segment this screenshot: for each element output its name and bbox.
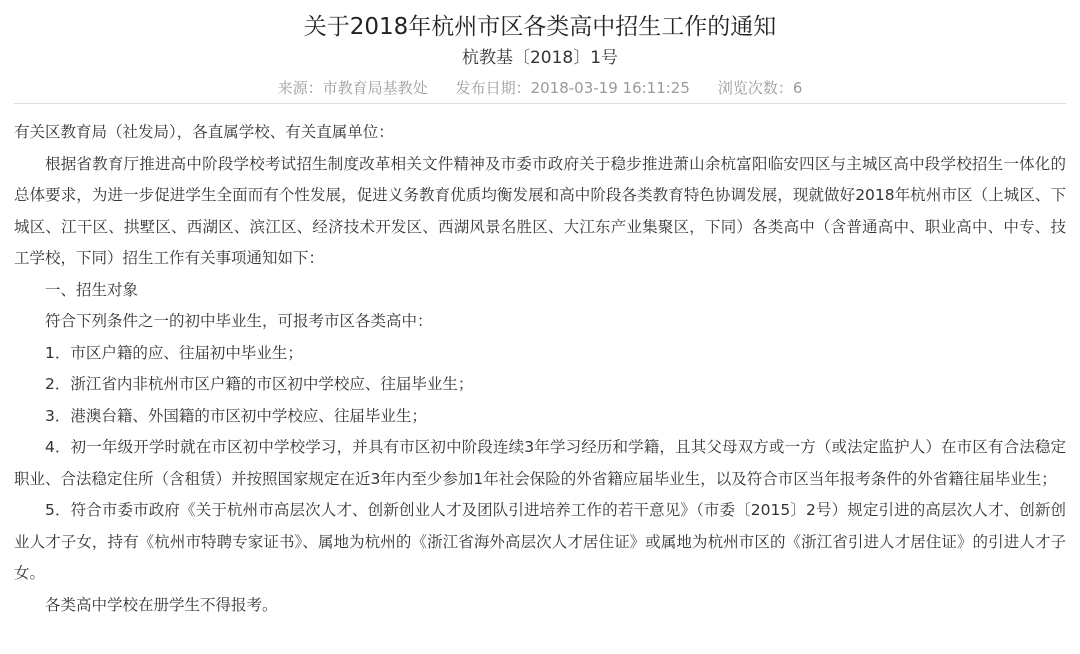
closing-paragraph: 各类高中学校在册学生不得报考。 <box>45 595 278 614</box>
header-divider <box>14 103 1066 104</box>
list-item: 4．初一年级开学时就在市区初中学校学习，并具有市区初中阶段连续3年学习经历和学籍，且其父母双方或一方（或法定监护人）在市区有合法稳定职业、合法稳定住所（含租赁）并按照国家规定在近3年内至少参加1年社会保险的外省籍应届毕业生，以及符合市区当年报考条件的外省籍往届毕业生； <box>14 438 1066 488</box>
article-body <box>14 117 1066 621</box>
section-lead: 符合下列条件之一的初中毕业生，可报考市区各类高中： <box>45 312 433 330</box>
meta-info-bar <box>0 77 1080 99</box>
source-label: 来源：市教育局基教处 <box>277 79 428 97</box>
list-item: 2．浙江省内非杭州市区户籍的市区初中学校应、往届毕业生； <box>45 375 474 393</box>
view-count: 浏览次数：6 <box>717 79 803 97</box>
list-item: 1．市区户籍的应、往届初中毕业生； <box>45 343 303 362</box>
list-item: 5．符合市委市政府《关于杭州市高层次人才、创新创业人才及团队引进培养工作的若干意见》（市委〔2015〕2号）规定引进的高层次人才、创新创业人才子女，持有《杭州市特聘专家证书》、属地为杭州的《浙江省海外高层次人才居住证》或属地为杭州市区的《浙江省引进人才居住证》的引进人才子女。 <box>14 501 1066 582</box>
salutation: 有关区教育局（社发局），各直属学校、有关直属单位： <box>14 123 394 141</box>
publish-date: 发布日期：2018-03-19 16:11:25 <box>455 79 690 97</box>
list-item: 3．港澳台籍、外国籍的市区初中学校应、往届毕业生； <box>45 406 427 425</box>
section-heading: 一、招生对象 <box>45 280 139 299</box>
document-number: 杭教基〔2018〕1号 <box>461 48 619 68</box>
page-title: 关于2018年杭州市区各类高中招生工作的通知 <box>303 14 777 40</box>
intro-paragraph: 根据省教育厅推进高中阶段学校考试招生制度改革相关文件精神及市委市政府关于稳步推进萧山余杭富阳临安四区与主城区高中段学校招生一体化的总体要求，为进一步促进学生全面而有个性发展，促进义务教育优质均衡发展和高中阶段各类教育特色协调发展，现就做好2018年杭州市区（上城区、下城区、江干区、拱墅区、西湖区、滨江区、经济技术开发区、西湖风景名胜区、大江东产业集聚区，下同）各类高中（含普通高中、职业高中、中专、技工学校，下同）招生工作有关事项通知如下： <box>14 154 1066 267</box>
